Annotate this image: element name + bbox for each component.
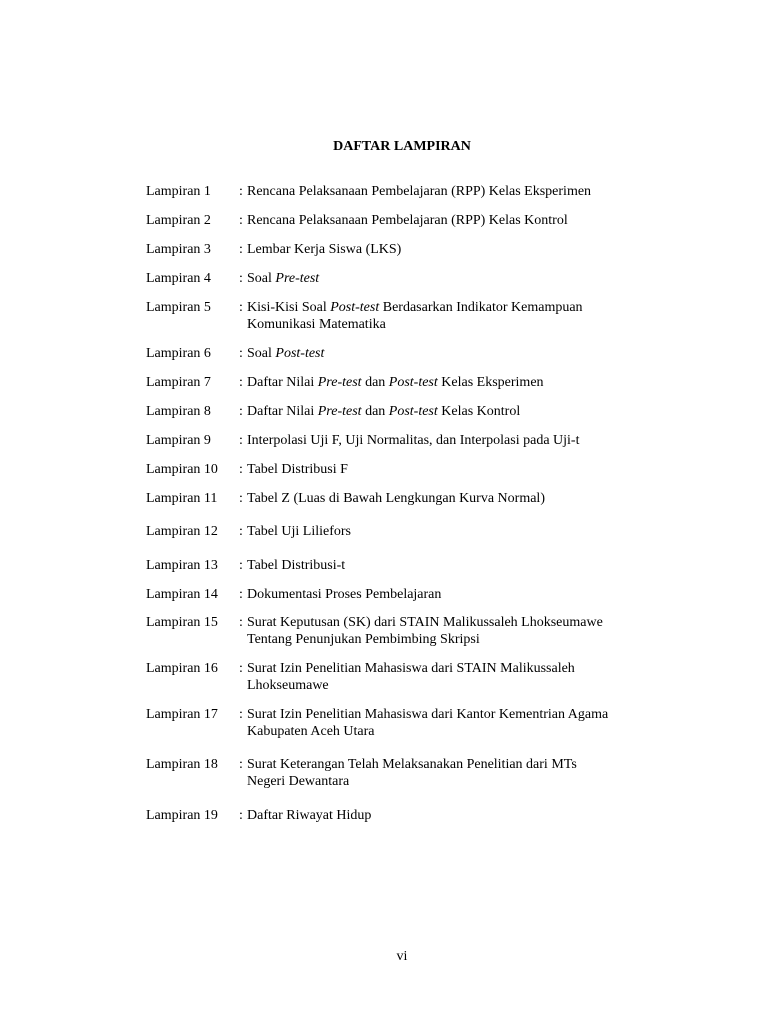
italic-term: Pre-test <box>317 404 362 419</box>
appendix-entry <box>146 345 706 362</box>
appendix-description <box>247 403 706 420</box>
italic-term: Post-test <box>388 375 438 390</box>
appendix-label: Lampiran 13 <box>146 558 218 573</box>
appendix-description <box>247 756 706 790</box>
colon-separator: : <box>239 271 243 286</box>
description-text: Soal <box>247 271 276 286</box>
description-text: Daftar Nilai <box>247 404 318 419</box>
appendix-description <box>247 183 706 200</box>
appendix-description <box>247 345 706 362</box>
appendix-label: Lampiran 1 <box>146 184 211 199</box>
appendix-entry <box>146 374 706 391</box>
colon-separator: : <box>239 375 243 390</box>
description-line <box>247 212 706 229</box>
appendix-entry <box>146 523 706 540</box>
description-line <box>247 557 706 574</box>
description-line <box>247 586 706 603</box>
appendix-label: Lampiran 2 <box>146 213 211 228</box>
description-text: Daftar Riwayat Hidup <box>247 808 372 823</box>
appendix-label: Lampiran 11 <box>146 491 218 506</box>
page-number: vi <box>396 949 408 964</box>
description-text: Surat Keputusan (SK) dari STAIN Malikussaleh Lhokseumawe <box>247 615 603 630</box>
appendix-label: Lampiran 14 <box>146 587 218 602</box>
appendix-label: Lampiran 4 <box>146 271 211 286</box>
appendix-description <box>247 706 706 740</box>
colon-separator: : <box>239 524 243 539</box>
colon-separator: : <box>239 757 243 772</box>
description-text: Kisi-Kisi Soal <box>247 300 331 315</box>
description-text: Surat Izin Penelitian Mahasiswa dari STAIN Malikussaleh <box>247 661 575 676</box>
italic-term: Post-test <box>330 300 380 315</box>
description-text: dan <box>361 375 389 390</box>
description-line <box>247 183 706 200</box>
appendix-entry <box>146 586 706 603</box>
appendix-description <box>247 490 706 507</box>
colon-separator: : <box>239 242 243 257</box>
appendix-entry <box>146 461 706 478</box>
appendix-entry <box>146 660 706 694</box>
appendix-entry <box>146 614 706 648</box>
description-text: Kabupaten Aceh Utara <box>247 724 375 739</box>
description-line <box>247 723 706 740</box>
appendix-label: Lampiran 18 <box>146 757 218 772</box>
appendix-entry <box>146 241 706 258</box>
description-text: Surat Izin Penelitian Mahasiswa dari Kantor Kementrian Agama <box>247 707 609 722</box>
appendix-description <box>247 586 706 603</box>
appendix-entry <box>146 270 706 287</box>
appendix-entry <box>146 183 706 200</box>
appendix-description <box>247 374 706 391</box>
description-line <box>247 241 706 258</box>
colon-separator: : <box>239 404 243 419</box>
appendix-description <box>247 461 706 478</box>
description-text: Tabel Distribusi F <box>247 462 348 477</box>
description-text: Negeri Dewantara <box>247 774 350 789</box>
appendix-label: Lampiran 7 <box>146 375 211 390</box>
description-text: Dokumentasi Proses Pembelajaran <box>247 587 442 602</box>
description-line <box>247 490 706 507</box>
description-text: Surat Keterangan Telah Melaksanakan Penelitian dari MTs <box>247 757 577 772</box>
description-text: Tabel Uji Liliefors <box>247 524 351 539</box>
description-text: Komunikasi Matematika <box>247 317 386 332</box>
description-text: Kelas Eksperimen <box>437 375 544 390</box>
description-line <box>247 660 706 677</box>
appendix-label: Lampiran 19 <box>146 808 218 823</box>
appendix-description <box>247 270 706 287</box>
description-text: Berdasarkan Indikator Kemampuan <box>379 300 583 315</box>
description-text: Tabel Z (Luas di Bawah Lengkungan Kurva Normal) <box>247 491 545 506</box>
description-text: Tabel Distribusi-t <box>247 558 346 573</box>
colon-separator: : <box>239 346 243 361</box>
description-line <box>247 523 706 540</box>
appendix-label: Lampiran 3 <box>146 242 211 257</box>
colon-separator: : <box>239 491 243 506</box>
appendix-entry <box>146 706 706 740</box>
appendix-description <box>247 523 706 540</box>
appendix-description <box>247 660 706 694</box>
italic-term: Post-test <box>275 346 325 361</box>
appendix-entry <box>146 756 706 790</box>
description-text: Kelas Kontrol <box>437 404 521 419</box>
description-text: dan <box>361 404 389 419</box>
description-line <box>247 756 706 773</box>
description-text: Tentang Penunjukan Pembimbing Skripsi <box>247 632 480 647</box>
italic-term: Pre-test <box>275 271 320 286</box>
colon-separator: : <box>239 300 243 315</box>
appendix-label: Lampiran 12 <box>146 524 218 539</box>
colon-separator: : <box>239 808 243 823</box>
description-text: Rencana Pelaksanaan Pembelajaran (RPP) Kelas Kontrol <box>247 213 568 228</box>
description-line <box>247 807 706 824</box>
description-text: Soal <box>247 346 276 361</box>
colon-separator: : <box>239 587 243 602</box>
appendix-description <box>247 299 706 333</box>
appendix-label: Lampiran 5 <box>146 300 211 315</box>
colon-separator: : <box>239 184 243 199</box>
appendix-label: Lampiran 6 <box>146 346 211 361</box>
appendix-label: Lampiran 8 <box>146 404 211 419</box>
description-line <box>247 461 706 478</box>
colon-separator: : <box>239 661 243 676</box>
colon-separator: : <box>239 615 243 630</box>
description-text: Lembar Kerja Siswa (LKS) <box>247 242 402 257</box>
description-line <box>247 773 706 790</box>
appendix-description <box>247 557 706 574</box>
appendix-description <box>247 807 706 824</box>
description-line <box>247 432 706 449</box>
description-line <box>247 270 706 287</box>
description-text: Rencana Pelaksanaan Pembelajaran (RPP) Kelas Eksperimen <box>247 184 592 199</box>
colon-separator: : <box>239 433 243 448</box>
appendix-label: Lampiran 15 <box>146 615 218 630</box>
description-text: Daftar Nilai <box>247 375 318 390</box>
appendix-entry <box>146 299 706 333</box>
appendix-entry <box>146 807 706 824</box>
appendix-description <box>247 614 706 648</box>
appendix-description <box>247 241 706 258</box>
appendix-entry <box>146 212 706 229</box>
colon-separator: : <box>239 707 243 722</box>
appendix-entry <box>146 490 706 507</box>
italic-term: Post-test <box>388 404 438 419</box>
appendix-label: Lampiran 16 <box>146 661 218 676</box>
appendix-entry <box>146 557 706 574</box>
appendix-description <box>247 212 706 229</box>
appendix-label: Lampiran 10 <box>146 462 218 477</box>
page-title: DAFTAR LAMPIRAN <box>333 139 471 154</box>
description-line <box>247 345 706 362</box>
description-text: Lhokseumawe <box>247 678 329 693</box>
appendix-entry <box>146 432 706 449</box>
description-line <box>247 299 706 316</box>
italic-term: Pre-test <box>317 375 362 390</box>
description-line <box>247 374 706 391</box>
description-text: Interpolasi Uji F, Uji Normalitas, dan Interpolasi pada Uji-t <box>247 433 580 448</box>
description-line <box>247 677 706 694</box>
colon-separator: : <box>239 462 243 477</box>
appendix-label: Lampiran 9 <box>146 433 211 448</box>
description-line <box>247 316 706 333</box>
description-line <box>247 614 706 631</box>
colon-separator: : <box>239 213 243 228</box>
appendix-label: Lampiran 17 <box>146 707 218 722</box>
description-line <box>247 706 706 723</box>
colon-separator: : <box>239 558 243 573</box>
description-line <box>247 631 706 648</box>
appendix-entry <box>146 403 706 420</box>
appendix-description <box>247 432 706 449</box>
description-line <box>247 403 706 420</box>
